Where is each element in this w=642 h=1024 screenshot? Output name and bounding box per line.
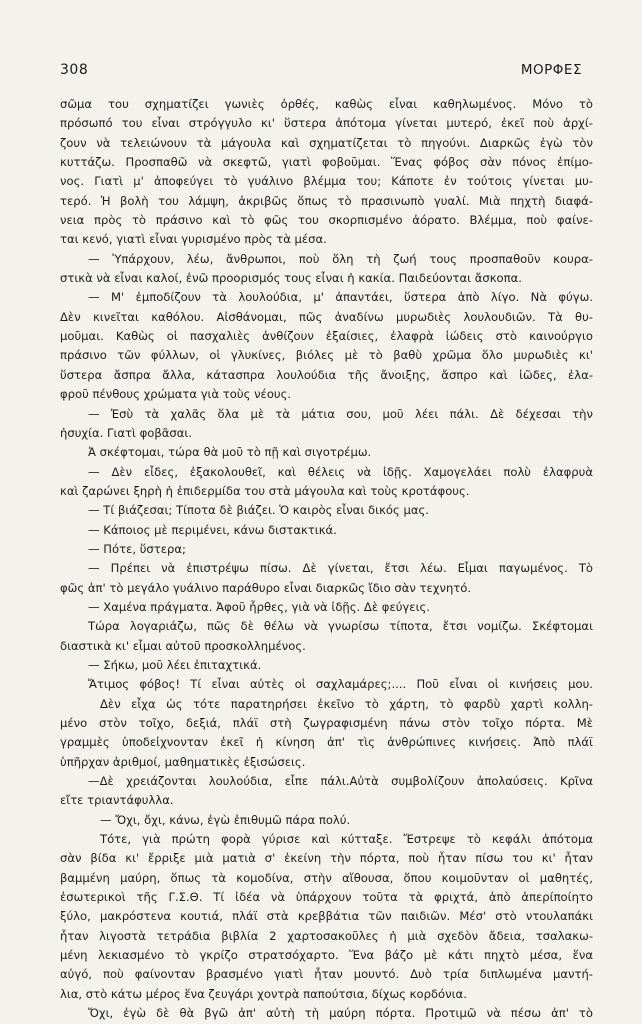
text-line: αὐγό, ποὺ φαίνονταν βρασμένο γιατὶ ἦταν μουντό. Δυὸ τρία διπλωμένα μαντή-: [60, 967, 593, 982]
text-line: ἐσωτερικοὶ τῆς Γ.Σ.Θ. Τί ἰδέα νὰ ὑπάρχουν τοῦτα τὰ φριχτά, ἀπὸ ἀπερίποίητο: [60, 890, 593, 905]
text-line: τερό. Ἡ βολὴ του λάμψη, ἀκριβῶς ὅπως τὸ πρασινωπὸ γυαλί. Μιὰ πηχτὴ διαφά-: [60, 193, 593, 208]
text-line: — Τί βιάζεσαι; Τίποτα δὲ βιάζει. Ὁ καιρὸς εἶναι δικός μας.: [88, 503, 429, 518]
text-line: ἡσυχία. Γιατὶ φοβᾶσαι.: [60, 425, 193, 440]
text-line: βαμμένη μαύρη, ὅπως τὰ κομοδίνα, στὴν αἴθουσα, ὅπου κοιμοῦνταν οἱ μαθητές,: [60, 870, 593, 885]
text-line: γραμμὲς ὑποδεἰχνονταν ἐκεῖ ἡ κίνηση ἀπ' τὶς ἀνθρώπινες κινήσεις. Ἀπὸ πλάϊ: [60, 735, 593, 750]
text-line: — Σήκω, μοῦ λέει ἐπιταχτικά.: [88, 657, 262, 672]
text-line: ζουν νὰ τελειώνουν τὰ μάγουλα καὶ σχηματίζεται τὸ πηγούνι. Διαρκῶς ἐγὼ τὸν: [60, 135, 593, 150]
text-line: στικὰ νὰ εἶναι καλοί, ἐνῶ προορισμός τους εἶναι ἡ κακία. Παιδεύονται ἄσκοπα.: [60, 271, 522, 286]
text-line: πράσινο τῶν φύλλων, οἱ γλυκίνες, βιόλες μὲ τὸ βαθὺ χρῶμα ὅλο μυρωδιὲς κι': [60, 348, 593, 363]
text-line: εἴτε τριαντάφυλλα.: [60, 793, 174, 808]
text-line: — Μ' ἐμποδίζουν τὰ λουλούδια, μ' ἀπαντάει, ὕστερα ἀπὸ λίγο. Νὰ φύγω.: [88, 290, 593, 305]
page-number: 308: [60, 62, 89, 78]
text-line: — Ἐσὺ τὰ χαλᾶς ὅλα μὲ τὰ μάτια σου, μοῦ λέει πάλι. Δὲ δέχεσαι τὴν: [88, 406, 593, 421]
text-line: φροῦ πένθους χρώματα γιὰ τοὺς νέους.: [60, 387, 292, 402]
text-line: —Δὲ χρειάζονται λουλούδια, εἶπε πάλι.Αὐτὰ συμβολίζουν ἀπολαύσεις. Κρῖνα: [88, 774, 593, 789]
text-line: — Ὄχι, ὄχι, κάνω, ἐγὼ ἐπιθυμῶ πάρα πολύ.: [100, 812, 351, 827]
text-line: σῶμα του σχηματίζει γωνιὲς ὀρθές, καθὼς εἶναι καθηλωμένος. Μόνο τὸ: [60, 97, 593, 111]
text-line: Τώρα λογαριάζω, πῶς δὲ θέλω νὰ γνωρίσω τίποτα, ἔτσι νομίζω. Σκέφτομαι: [88, 619, 593, 634]
text-line: νεια πρὸς τὸ πράσινο καὶ τὸ φῶς του σκορπισμένο ἀόρατο. Βλέμμα, ποὺ φαίνε-: [60, 213, 593, 228]
text-line: Τότε, γιὰ πρώτη φορὰ γύρισε καὶ κύτταξε. Ἔστρεψε τὸ κεφάλι ἀπότομα: [100, 832, 593, 847]
text-line: — Κάποιος μὲ περιμένει, κάνω διστακτικά.: [88, 522, 337, 537]
text-line: καὶ ζαρώνει ξηρὴ ἡ ἐπιδερμίδα του στὰ μάγουλα καὶ τοὺς κροτάφους.: [60, 483, 470, 498]
text-line: λια, στὸ κάτω μέρος ἕνα ζευγάρι χοντρὰ παπούτσια, δίχως κορδόνια.: [60, 986, 467, 1001]
text-line: πρόσωπό του εἶναι στρόγγυλο κι' ὕστερα ἀπότομα γίνεται μυτερό, ἐκεῖ ποὺ ἀρχί-: [60, 116, 593, 131]
text-line: — Δὲν εἶδες, ἐξακολουθεῖ, καὶ θέλεις νὰ ἰδῇς. Χαμογελάει πολὺ ἐλαφρυὰ: [88, 464, 593, 479]
text-line: νος. Γιατὶ μ' ἀποφεύγει τὸ γυάλινο βλέμμα του; Κάποτε ἐν τούτοις γίνεται μυ-: [60, 174, 593, 189]
text-line: Δὲν εἶχα ὡς τότε παρατηρήσει ἐκεῖνο τὸ χάρτη, τὸ φαρδὺ χαρτὶ κολλη-: [100, 696, 593, 711]
text-line: σὰν βίδα κι' ἔρριξε μιὰ ματιὰ σ' ἐκείνη τὴν πόρτα, ποὺ ἦταν πίσω του κι' ἦταν: [60, 851, 593, 866]
body-text: [60, 95, 593, 1024]
text-line: — Πότε, ὕστερα;: [88, 541, 186, 556]
text-line: κυττάζω. Προσπαθῶ νὰ σκεφτῶ, γιατὶ φοβοῦμαι. Ἕνας φόβος σὰν πόνος ἐπίμο-: [60, 155, 593, 170]
text-line: μοῦμαι. Καθὼς οἱ πασχαλιὲς ἀνθίζουν ἐξαίσιες, ἐλαφρὰ ἰώδεις στὸ καινούργιο: [60, 329, 593, 344]
text-line: μένο στὸν τοῖχο, δεξιά, πλάϊ στὴ ζωγραφισμένη πάνω στὸν τοῖχο πόρτα. Μὲ: [60, 716, 593, 730]
running-head: ΜΟΡΦΕΣ: [520, 62, 582, 78]
text-line: διαστικὰ κι' εἶμαι αὐτοῦ προσκολλημένος.: [60, 638, 306, 653]
text-line: — Ὑπάρχουν, λέω, ἄνθρωποι, ποὺ ὅλη τὴ ζωή τους προσπαθοῦν κουρα-: [88, 251, 593, 266]
text-line: Ὄχι, ἐγὼ δὲ θὰ βγῶ ἀπ' αὐτὴ τὴ μαύρη πόρτα. Προτιμῶ νὰ πέσω ἀπ' τὸ: [88, 1006, 593, 1021]
text-line: μένη λεκιασμένο τὸ γκρίζο στρατσόχαρτο. Ἕνα βάζο μὲ κάτι πηχτὸ μέσα, ἕνα: [60, 948, 593, 963]
page-header: [60, 62, 582, 80]
text-line: — Χαμένα πράγματα. Ἀφοῦ ἦρθες, γιὰ νὰ ἰδῇς. Δὲ φεύγεις.: [88, 599, 430, 614]
text-line: ὕστερα ἄσπρα ἄλλα, κάτασπρα λουλούδια τῆς ἄνοιξης, ἄσπρο καὶ ἰῶδες, ἐλα-: [60, 367, 593, 382]
text-line: ἦταν λιγοστὰ τετράδια βιβλία 2 χαρτοσακοῦλες ἡ μιὰ σχεδὸν ἄδεια, τσαλακω-: [60, 928, 593, 943]
text-line: Ἄτιμος φόβος! Τί εἶναι αὐτὲς οἱ σαχλαμάρες;.... Ποῦ εἶναι οἱ κινήσεις μου.: [88, 677, 593, 692]
text-line: ται κενό, γιατὶ εἶναι γυρισμένο πρὸς τὰ μέσα.: [60, 232, 327, 247]
text-line: ὑπῆρχαν ἀριθμοί, μαθηματικὲς ἐξισώσεις.: [60, 754, 306, 769]
text-line: — Πρέπει νὰ ἐπιστρέψω πίσω. Δὲ γίνεται, ἔτσι λέω. Εἶμαι παγωμένος. Τὸ: [88, 561, 593, 576]
text-line: Δὲν κινεῖται καθόλου. Αἰσθάνομαι, πῶς ἀναδίνω μυρωδιὲς λουλουδιῶν. Τὰ θυ-: [60, 309, 593, 324]
text-line: φῶς ἀπ' τὸ μεγάλο γυάλινο παράθυρο εἶναι διαρκῶς ἴδιο σὰν τεχνητό.: [60, 580, 472, 595]
text-line: ξύλο, μακρόστενα κουτιά, πλάϊ στὰ κρεββάτια τῶν παιδιῶν. Μέσ' στὸ ντουλαπάκι: [60, 909, 593, 924]
text-line: Ἀ σκέφτομαι, τώρα θὰ μοῦ τὸ πῇ καὶ σιγοτρέμω.: [88, 445, 372, 460]
